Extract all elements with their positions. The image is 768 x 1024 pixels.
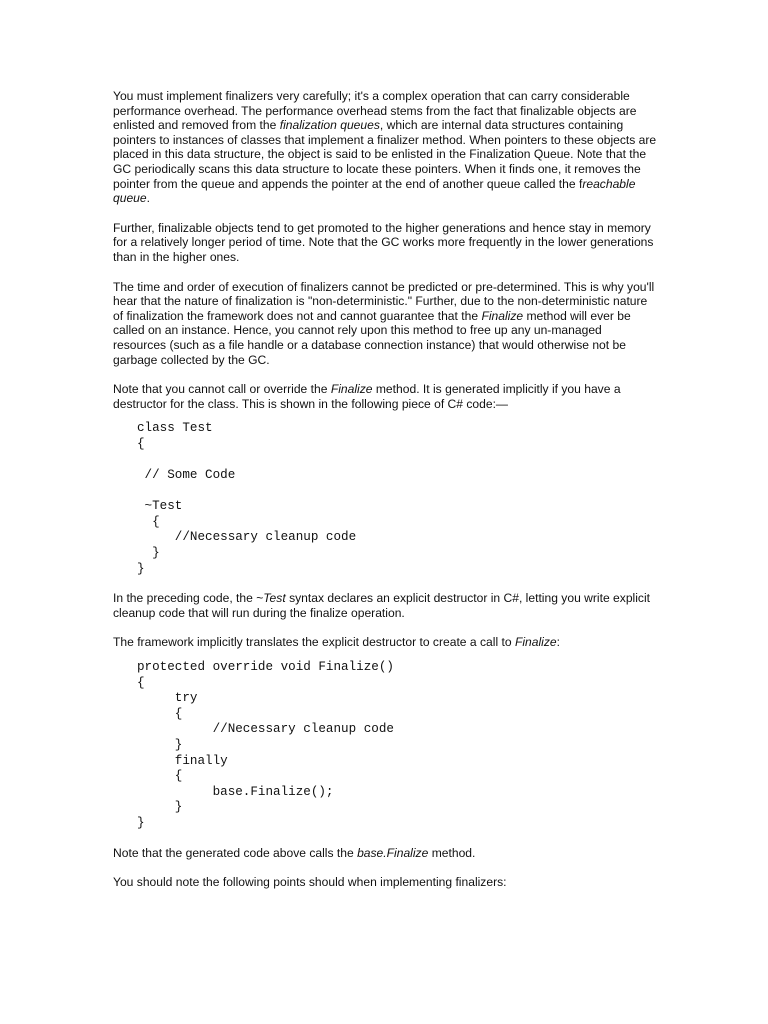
paragraph-text: . bbox=[146, 191, 151, 206]
paragraph-text: In the preceding code, the ~ bbox=[113, 591, 264, 606]
paragraph-finalizer-overhead bbox=[113, 89, 658, 206]
paragraph-non-deterministic bbox=[113, 280, 658, 368]
paragraph-text: The time and order of execution of finalizers cannot be predicted or pre-determined. This is why you'll hear that the nature of finalization is "non-deterministic." Further, due to the non-deterministic nature of finalization the framework does not and cannot guarantee that the bbox=[113, 279, 655, 323]
paragraph-base-finalize bbox=[113, 846, 658, 861]
paragraph-text: , which are internal data structures containing pointers to instances of classes that implement a finalizer method. When pointers to these objects are placed in this data structure, the object is said to be enlisted in the Finalization Queue. Note that the GC periodically scans this data structure to locate these pointers. When it finds one, it removes the pointer from the queue and appends the pointer at the end of another queue called the f bbox=[113, 118, 657, 191]
emphasis-finalize: Finalize bbox=[514, 635, 557, 650]
emphasis-freachable-queue: reachable queue bbox=[113, 176, 636, 206]
code-block-destructor: class Test { // Some Code ~Test { //Necessary cleanup code } } bbox=[137, 421, 357, 576]
paragraph-text: method will ever be called on an instance. Hence, you cannot rely upon this method to free up any un-managed resources (such as a file handle or a database connection instance) that would otherwise not be garbage collected by the GC. bbox=[113, 308, 631, 367]
emphasis-base-finalize: base.Finalize bbox=[357, 845, 429, 860]
emphasis-finalization-queues: finalization queues bbox=[279, 118, 380, 133]
paragraph-text: Note that the generated code above calls the bbox=[113, 845, 358, 860]
document-body bbox=[113, 89, 658, 905]
paragraph-text: : bbox=[556, 635, 560, 650]
paragraph-framework-translates bbox=[113, 635, 658, 650]
paragraph-points-intro: You should note the following points should when implementing finalizers: bbox=[113, 875, 507, 890]
paragraph-text: syntax declares an explicit destructor in C#, letting you write explicit cleanup code that will run during the finalize operation. bbox=[113, 591, 651, 620]
emphasis-test: Test bbox=[263, 591, 286, 606]
emphasis-finalize: Finalize bbox=[330, 382, 373, 397]
paragraph-generations: Further, finalizable objects tend to get promoted to the higher generations and hence stay in memory for a relatively longer period of time. Note that the GC works more frequently in the lower generations than in the higher ones. bbox=[113, 220, 654, 264]
code-block-finalize: protected override void Finalize() { try { //Necessary cleanup code } finally { base.Finalize(); } } bbox=[137, 660, 394, 830]
paragraph-cannot-override bbox=[113, 382, 658, 411]
paragraph-text: method. bbox=[428, 845, 476, 860]
paragraph-destructor-explained bbox=[113, 591, 658, 620]
paragraph-text: method. It is generated implicitly if you have a destructor for the class. This is shown in the following piece of C# code:— bbox=[113, 382, 621, 411]
emphasis-finalize: Finalize bbox=[481, 308, 524, 323]
paragraph-text: Note that you cannot call or override the bbox=[113, 382, 331, 397]
paragraph-text: The framework implicitly translates the explicit destructor to create a call to bbox=[113, 635, 515, 650]
paragraph-text: You must implement finalizers very carefully; it's a complex operation that can carry considerable performance overhead. The performance overhead stems from the fact that finalizable objects are enlisted and removed from the bbox=[113, 89, 637, 133]
